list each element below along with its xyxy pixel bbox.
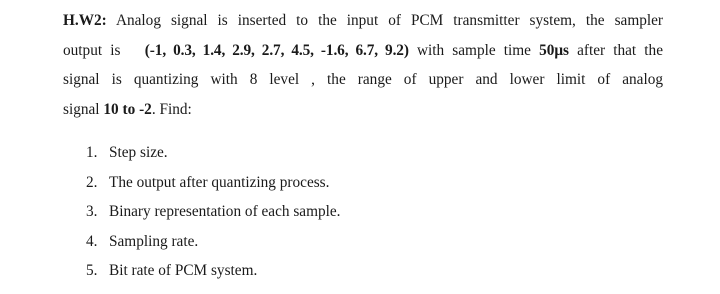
item-text: The output after quantizing process. — [109, 173, 330, 191]
list-item — [86, 138, 341, 168]
sample-time-value: 50μs — [539, 41, 569, 59]
item-number: 4. — [86, 232, 98, 250]
problem-intro-text: Analog signal is inserted to the input of PCM transmitter system, the sampler — [115, 12, 663, 29]
list-item — [86, 168, 341, 198]
output-label: output is — [63, 41, 121, 59]
problem-line-4 — [63, 95, 663, 125]
list-item — [86, 197, 341, 227]
range-value: 10 to -2 — [103, 100, 152, 118]
after-text: after that the — [577, 41, 663, 59]
signal-label: signal — [63, 100, 100, 118]
item-text: Step size. — [109, 144, 168, 161]
problem-line-2 — [63, 36, 663, 66]
problem-statement — [63, 0, 663, 124]
find-text: . Find: — [151, 100, 192, 118]
item-text: Sampling rate. — [109, 232, 199, 250]
item-number: 2. — [86, 173, 98, 191]
item-text: Bit rate of PCM system. — [109, 262, 258, 280]
item-number: 1. — [86, 144, 98, 161]
task-list — [86, 138, 341, 286]
problem-label: H.W2: — [63, 12, 107, 29]
problem-line-1 — [63, 6, 663, 36]
item-number: 3. — [86, 203, 98, 221]
sample-values: (-1, 0.3, 1.4, 2.9, 2.7, 4.5, -1.6, 6.7, 9.2) — [144, 41, 409, 59]
item-text: Binary representation of each sample. — [109, 203, 341, 221]
list-item — [86, 227, 341, 257]
problem-paragraph — [63, 0, 663, 124]
quantizing-text: signal is quantizing with 8 level , the range of upper and lower limit of analog — [63, 71, 663, 88]
list-item — [86, 256, 341, 286]
problem-line-3 — [63, 65, 663, 95]
item-number: 5. — [86, 262, 98, 280]
sample-time-label: with sample time — [416, 41, 531, 59]
